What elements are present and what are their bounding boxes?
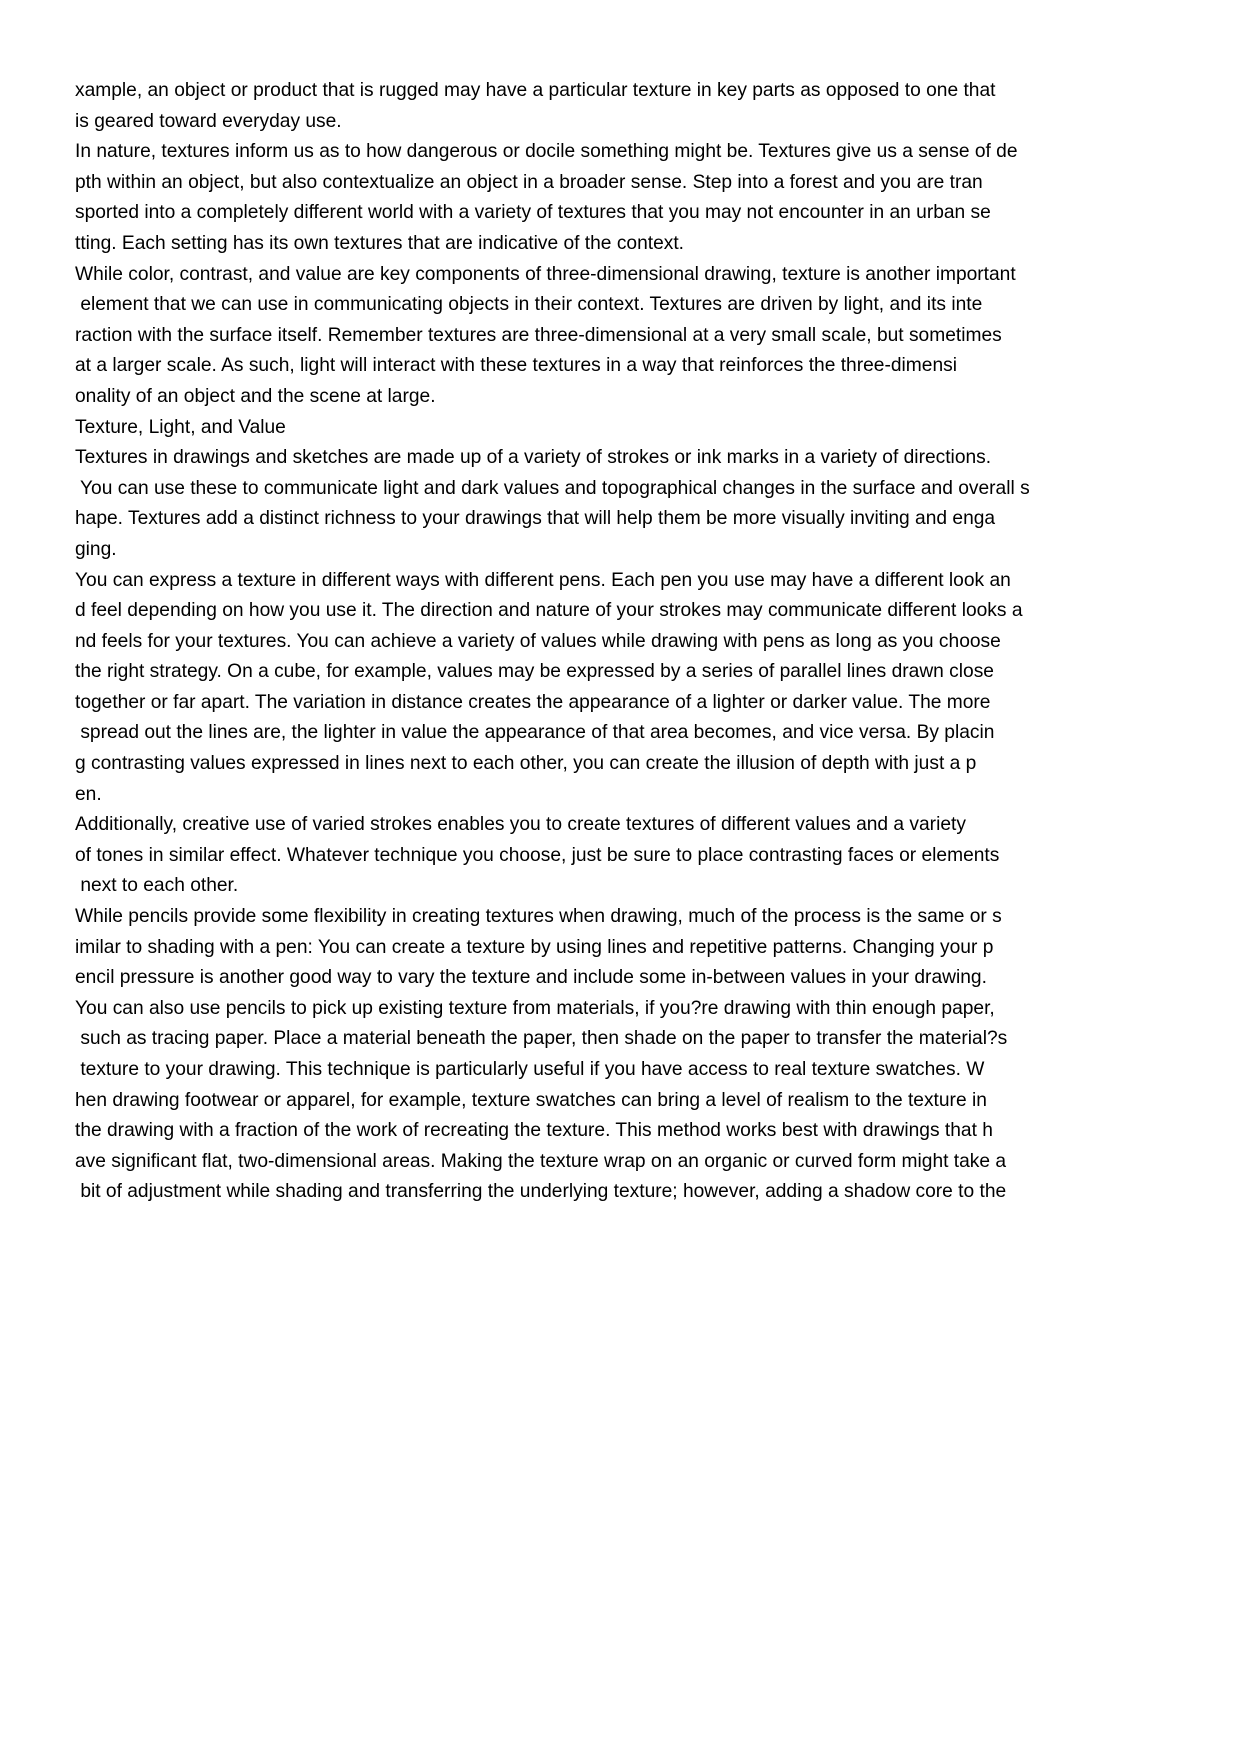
text-line: the drawing with a fraction of the work of recreating the texture. This method works best with drawings that h xyxy=(75,1120,993,1142)
text-line: While color, contrast, and value are key components of three-dimensional drawing, texture is another important xyxy=(75,263,1016,285)
text-line: at a larger scale. As such, light will interact with these textures in a way that reinforces the three-dimensi xyxy=(75,355,957,377)
section-heading: Texture, Light, and Value xyxy=(75,416,286,438)
text-line: element that we can use in communicating objects in their context. Textures are driven by light, and its inte xyxy=(75,294,983,316)
text-line: next to each other. xyxy=(75,875,239,897)
text-line: such as tracing paper. Place a material beneath the paper, then shade on the paper to transfer the material?s xyxy=(75,1028,1008,1050)
text-line: You can use these to communicate light and dark values and topographical changes in the surface and overall s xyxy=(75,477,1030,499)
text-line: While pencils provide some flexibility in creating textures when drawing, much of the process is the same or s xyxy=(75,906,1002,928)
text-line: texture to your drawing. This technique is particularly useful if you have access to real texture swatches. W xyxy=(75,1059,985,1080)
text-line: hape. Textures add a distinct richness to your drawings that will help them be more visually inviting and enga xyxy=(75,508,996,530)
text-line: encil pressure is another good way to vary the texture and include some in-between values in your drawing. xyxy=(75,967,987,989)
text-line: of tones in similar effect. Whatever technique you choose, just be sure to place contrasting faces or elements xyxy=(75,844,1000,866)
text-line: sported into a completely different world with a variety of textures that you may not encounter in an urban se xyxy=(75,202,991,224)
text-line: You can also use pencils to pick up existing texture from materials, if you?re drawing with thin enough paper, xyxy=(75,997,995,1019)
text-line: is geared toward everyday use. xyxy=(75,110,342,132)
text-line: together or far apart. The variation in distance creates the appearance of a lighter or darker value. The more xyxy=(75,691,991,713)
text-line: You can express a texture in different ways with different pens. Each pen you use may have a different look an xyxy=(75,569,1011,591)
text-line: spread out the lines are, the lighter in value the appearance of that area becomes, and vice versa. By placin xyxy=(75,722,995,744)
body-text xyxy=(75,76,1215,1208)
text-line: ave significant flat, two-dimensional areas. Making the texture wrap on an organic or curved form might take a xyxy=(75,1150,1007,1172)
text-line: xample, an object or product that is rugged may have a particular texture in key parts as opposed to one that xyxy=(75,80,996,101)
text-line: en. xyxy=(75,783,102,805)
text-line: nd feels for your textures. You can achieve a variety of values while drawing with pens as long as you choose xyxy=(75,630,1001,652)
text-line: d feel depending on how you use it. The direction and nature of your strokes may communicate different looks a xyxy=(75,600,1023,622)
text-line: the right strategy. On a cube, for example, values may be expressed by a series of parallel lines drawn close xyxy=(75,661,994,683)
text-line: tting. Each setting has its own textures that are indicative of the context. xyxy=(75,232,685,254)
text-line: In nature, textures inform us as to how dangerous or docile something might be. Textures give us a sense of de xyxy=(75,141,1018,163)
text-line: hen drawing footwear or apparel, for example, texture swatches can bring a level of realism to the texture in xyxy=(75,1089,987,1111)
text-line: imilar to shading with a pen: You can create a texture by using lines and repetitive patterns. Changing your p xyxy=(75,936,994,958)
text-line: bit of adjustment while shading and transferring the underlying texture; however, adding a shadow core to the xyxy=(75,1181,1007,1203)
text-line: Textures in drawings and sketches are made up of a variety of strokes or ink marks in a variety of directions. xyxy=(75,447,992,469)
text-line: Additionally, creative use of varied strokes enables you to create textures of different values and a variety xyxy=(75,814,966,836)
text-line: onality of an object and the scene at large. xyxy=(75,385,436,407)
text-line: raction with the surface itself. Remember textures are three-dimensional at a very small scale, but sometimes xyxy=(75,324,1002,346)
text-line: pth within an object, but also contextualize an object in a broader sense. Step into a forest and you are tran xyxy=(75,171,983,193)
text-line: g contrasting values expressed in lines next to each other, you can create the illusion of depth with just a p xyxy=(75,753,977,775)
text-line: ging. xyxy=(75,538,117,560)
